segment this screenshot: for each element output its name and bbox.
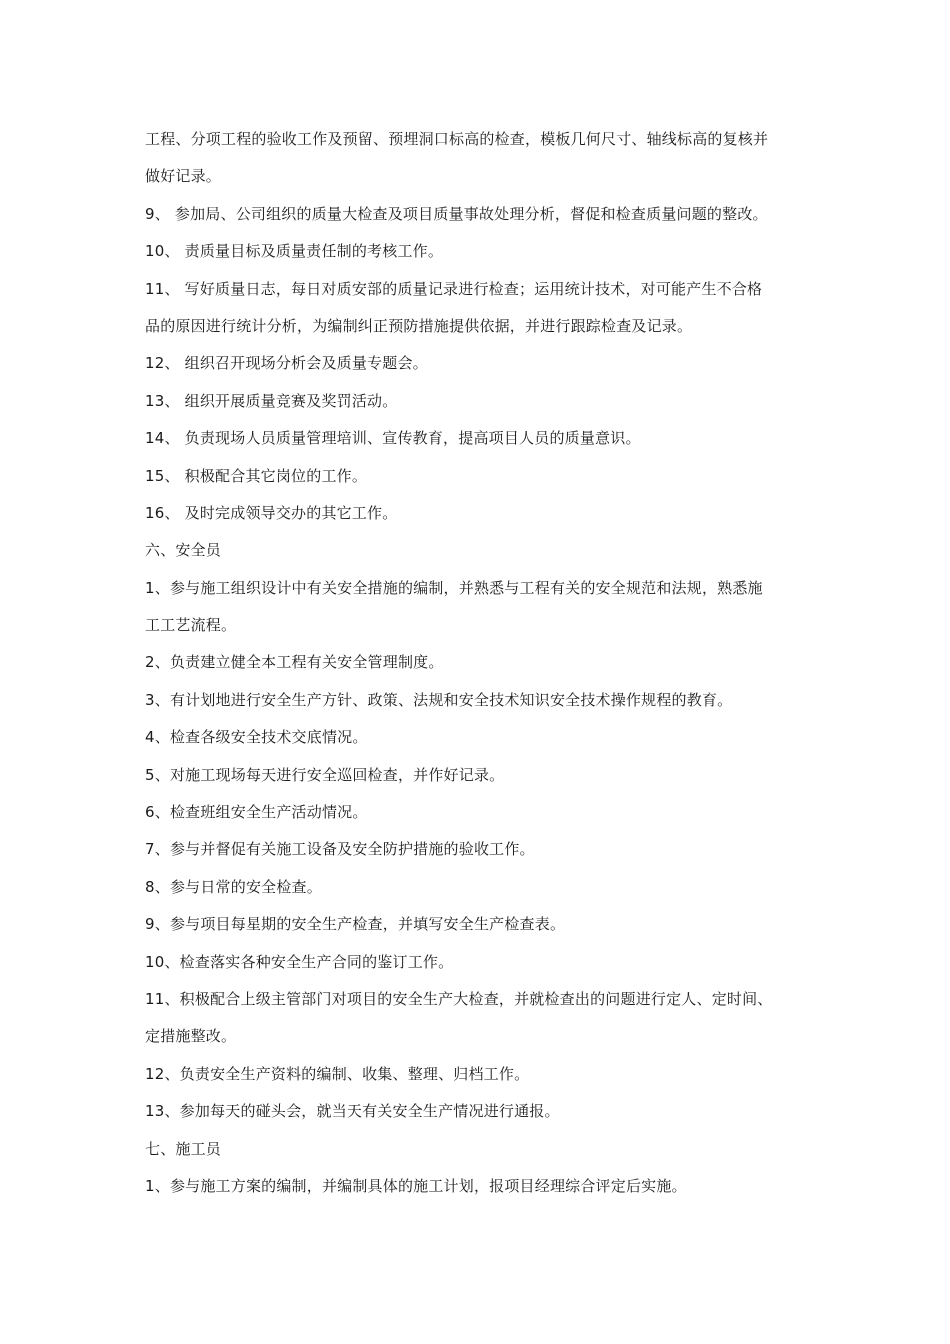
list-item: 8、参与日常的安全检查。 — [145, 877, 322, 896]
list-item: 16、 及时完成领导交办的其它工作。 — [145, 503, 398, 522]
list-item: 9、 参加局、公司组织的质量大检查及项目质量事故处理分析，督促和检查质量问题的整改。 — [145, 204, 768, 223]
section-heading: 七、施工员 — [145, 1139, 222, 1158]
list-item: 10、检查落实各种安全生产合同的鉴订工作。 — [145, 952, 454, 971]
text-line: 品的原因进行统计分析，为编制纠正预防措施提供依据，并进行跟踪检查及记录。 — [145, 316, 693, 335]
list-item: 5、对施工现场每天进行安全巡回检查，并作好记录。 — [145, 765, 505, 784]
list-item: 10、 责质量目标及质量责任制的考核工作。 — [145, 242, 444, 261]
list-item: 13、 组织开展质量竞赛及奖罚活动。 — [145, 391, 398, 410]
list-item: 11、 写好质量日志，每日对质安部的质量记录进行检查；运用统计技术，对可能产生不合格 — [145, 279, 763, 298]
list-item: 11、积极配合上级主管部门对项目的安全生产大检查，并就检查出的问题进行定人、定时间、 — [145, 989, 773, 1008]
text-line: 定措施整改。 — [145, 1027, 237, 1046]
text-line: 做好记录。 — [145, 167, 222, 186]
text-line: 工程、分项工程的验收工作及预留、预埋洞口标高的检查，模板几何尺寸、轴线标高的复核并 — [145, 130, 769, 148]
list-item: 15、 积极配合其它岗位的工作。 — [145, 466, 368, 485]
list-item: 13、参加每天的碰头会，就当天有关安全生产情况进行通报。 — [145, 1102, 560, 1121]
list-item: 3、有计划地进行安全生产方针、政策、法规和安全技术知识安全技术操作规程的教育。 — [145, 690, 733, 709]
document-body — [145, 121, 815, 1205]
list-item: 1、参与施工组织设计中有关安全措施的编制，并熟悉与工程有关的安全规范和法规，熟悉施 — [145, 578, 763, 597]
section-heading: 六、安全员 — [145, 541, 222, 560]
text-line: 工工艺流程。 — [145, 616, 237, 635]
list-item: 9、参与项目每星期的安全生产检查，并填写安全生产检查表。 — [145, 915, 566, 934]
list-item: 4、检查各级安全技术交底情况。 — [145, 728, 368, 747]
list-item: 12、 组织召开现场分析会及质量专题会。 — [145, 354, 428, 373]
list-item: 7、参与并督促有关施工设备及安全防护措施的验收工作。 — [145, 840, 535, 859]
list-item: 14、 负责现场人员质量管理培训、宣传教育，提高项目人员的质量意识。 — [145, 429, 641, 448]
list-item: 12、负责安全生产资料的编制、收集、整理、归档工作。 — [145, 1064, 530, 1083]
list-item: 6、检查班组安全生产活动情况。 — [145, 803, 368, 822]
list-item: 2、负责建立健全本工程有关安全管理制度。 — [145, 653, 444, 672]
list-item: 1、参与施工方案的编制，并编制具体的施工计划，报项目经理综合评定后实施。 — [145, 1176, 687, 1195]
